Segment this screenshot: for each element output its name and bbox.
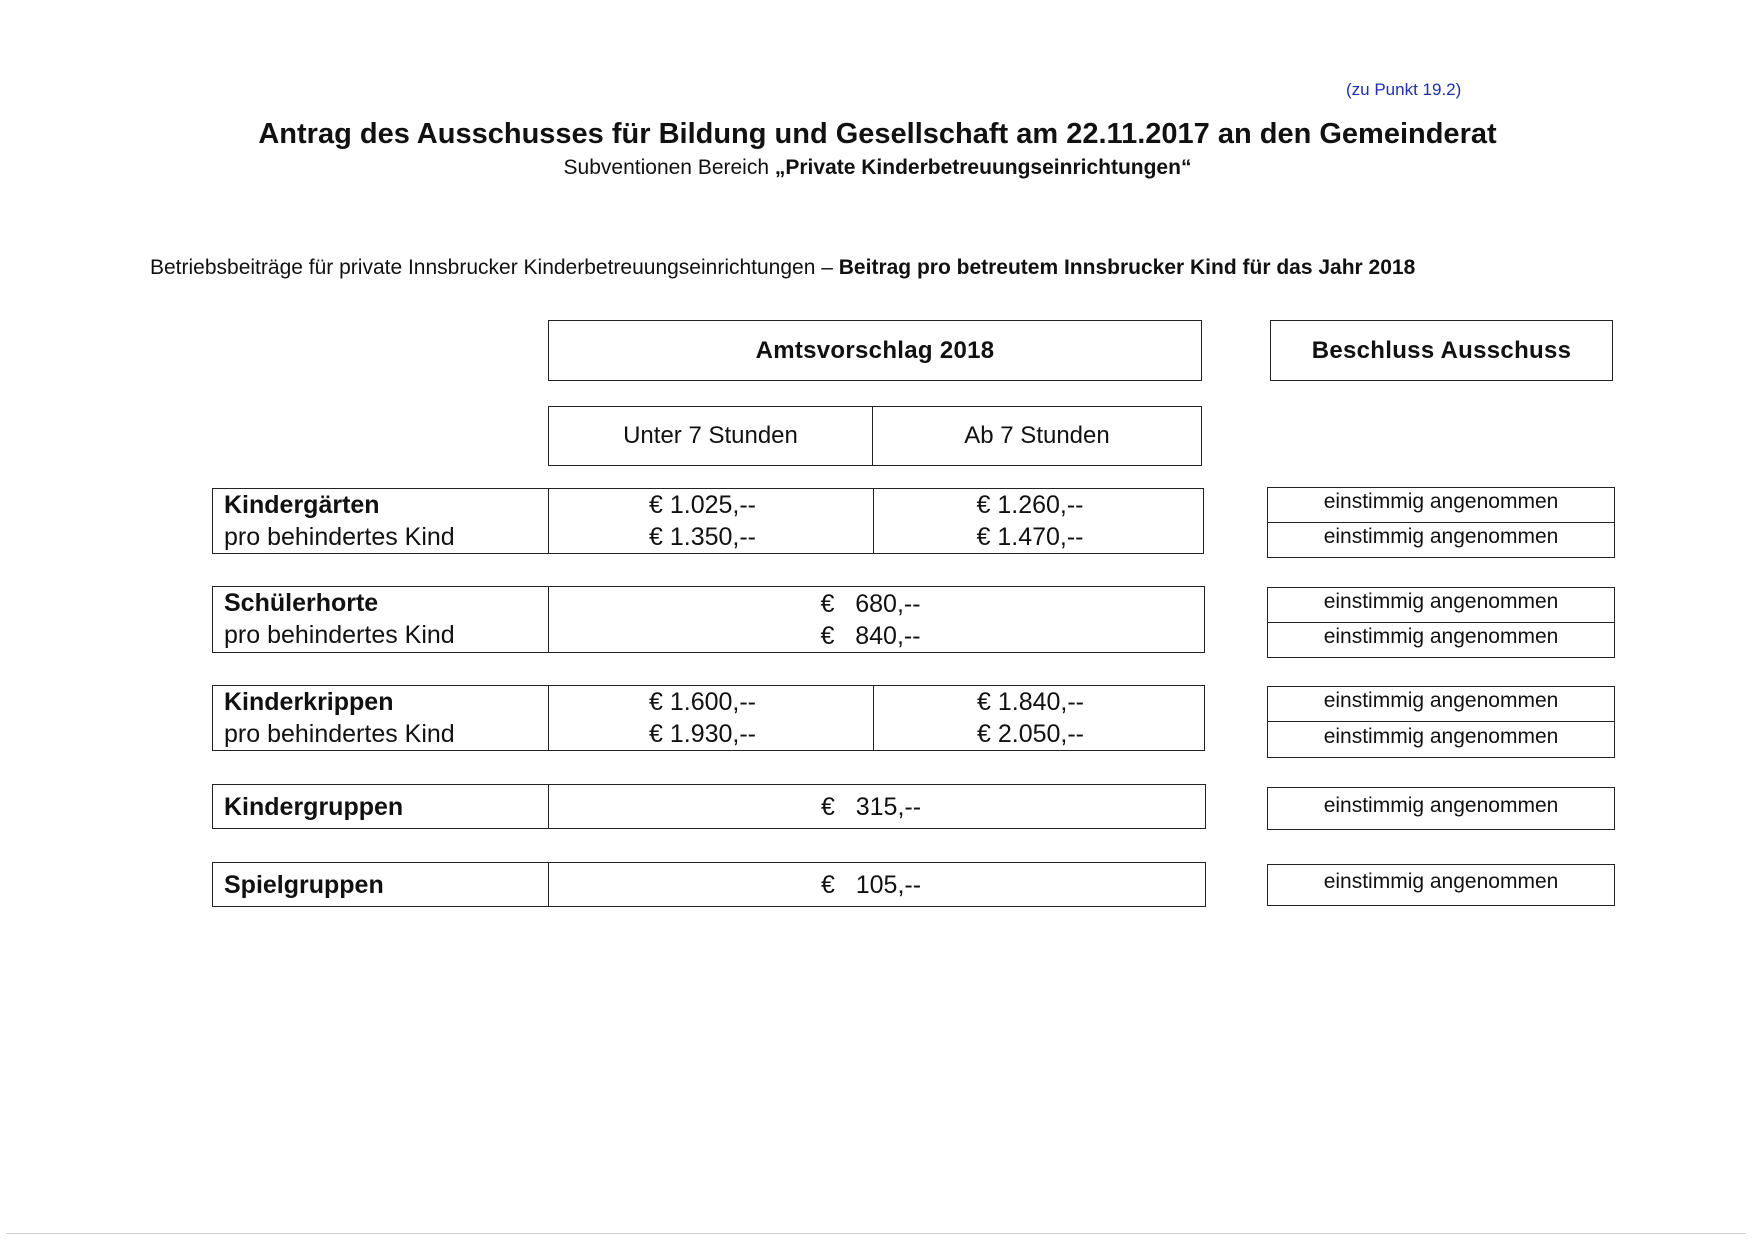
decision-status: einstimmig angenommen: [1267, 864, 1615, 906]
cell-kindergruppen-merged: [548, 784, 1206, 829]
intro-bold: Beitrag pro betreutem Innsbrucker Kind für das Jahr 2018: [838, 256, 1416, 279]
scan-edge-line: [6, 1233, 1746, 1234]
decision-status: einstimmig angenommen: [1267, 721, 1615, 758]
subtitle-prefix: Subventionen Bereich: [563, 156, 770, 179]
amount: € 2.050,--: [977, 720, 1085, 748]
amount: € 1.260,--: [976, 491, 1084, 519]
amount: € 1.470,--: [976, 523, 1084, 551]
amount: € 1.350,--: [649, 523, 757, 551]
category-sub: pro behindertes Kind: [224, 621, 455, 649]
header-proposal: Amtsvorschlag 2018: [548, 320, 1202, 381]
amount: € 1.600,--: [649, 688, 757, 716]
cell-kindergaerten-under7: [548, 488, 874, 554]
amount: € 105,--: [821, 870, 922, 899]
amount: € 1.840,--: [977, 688, 1085, 716]
agenda-reference: (zu Punkt 19.2): [1346, 80, 1462, 99]
category-sub: pro behindertes Kind: [224, 720, 455, 748]
row-label-kindergruppen: [212, 784, 549, 829]
category-name: Schülerhorte: [224, 589, 379, 617]
cell-kinderkrippen-under7: [548, 685, 874, 751]
cell-kindergaerten-from7: [873, 488, 1204, 554]
intro-plain: Betriebsbeiträge für private Innsbrucker Kinderbetreuungseinrichtungen –: [150, 256, 833, 279]
decision-status: einstimmig angenommen: [1267, 522, 1615, 558]
cell-kinderkrippen-from7: [873, 685, 1205, 751]
header-from-7-hours: Ab 7 Stunden: [872, 406, 1202, 466]
header-under-7-hours: Unter 7 Stunden: [548, 406, 873, 466]
decision-status: einstimmig angenommen: [1267, 686, 1615, 722]
decision-status: einstimmig angenommen: [1267, 787, 1615, 830]
decision-status: einstimmig angenommen: [1267, 622, 1615, 658]
amount: € 840,--: [820, 621, 921, 650]
row-label-kindergaerten: [212, 488, 549, 554]
amount: € 1.025,--: [649, 491, 757, 519]
row-label-spielgruppen: [212, 862, 549, 907]
category-name: Kindergärten: [224, 491, 380, 519]
decision-status: einstimmig angenommen: [1267, 487, 1615, 523]
cell-schuelerhorte-merged: [548, 586, 1205, 653]
cell-spielgruppen-merged: [548, 862, 1206, 907]
document-subtitle: [0, 156, 1755, 180]
intro-line: [150, 256, 1415, 280]
row-label-kinderkrippen: [212, 685, 549, 751]
category-sub: pro behindertes Kind: [224, 523, 455, 551]
category-name: Kinderkrippen: [224, 688, 394, 716]
document-title: Antrag des Ausschusses für Bildung und Gesellschaft am 22.11.2017 an den Gemeinderat: [258, 118, 1497, 150]
decision-status: einstimmig angenommen: [1267, 587, 1615, 623]
header-decision: Beschluss Ausschuss: [1270, 320, 1613, 381]
amount: € 680,--: [820, 589, 921, 618]
subtitle-emphasis: „Private Kinderbetreuungseinrichtungen“: [774, 156, 1192, 179]
row-label-schuelerhorte: [212, 586, 549, 653]
amount: € 1.930,--: [649, 720, 757, 748]
category-name: Kindergruppen: [224, 792, 404, 821]
category-name: Spielgruppen: [224, 870, 384, 899]
amount: € 315,--: [821, 792, 922, 821]
